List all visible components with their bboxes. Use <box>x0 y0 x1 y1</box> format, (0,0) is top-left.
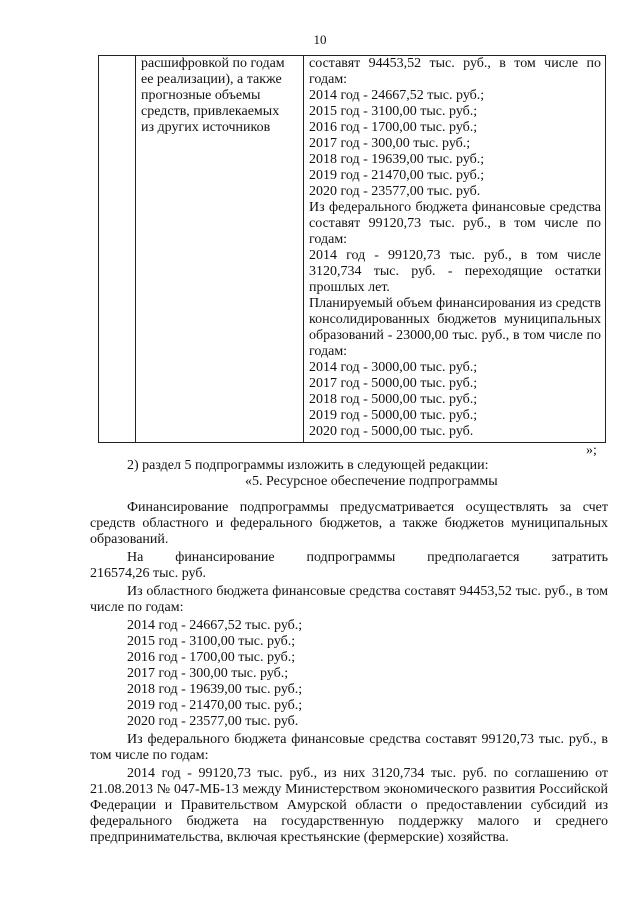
federal-year-line: 3120,734 тыс. руб. - переходящие остатки <box>309 264 601 279</box>
label-line: расшифровкой по годам <box>141 56 285 71</box>
federal-year-line: 2014 год - 99120,73 тыс. руб., в том числе <box>309 248 601 263</box>
program-passport-table <box>98 55 606 443</box>
municipal-year-line: 2014 год - 3000,00 тыс. руб.; <box>309 360 478 375</box>
regional-year-item: 2014 год - 24667,52 тыс. руб.; <box>127 618 303 633</box>
table-value-cell <box>304 56 606 443</box>
regional-year-line: 2015 год - 3100,00 тыс. руб.; <box>309 104 478 119</box>
municipal-year-line: 2017 год - 5000,00 тыс. руб.; <box>309 376 478 391</box>
paragraph-line: Из федерального бюджета финансовые средства составят 99120,73 тыс. руб., в <box>127 732 608 747</box>
regional-year-line: 2016 год - 1700,00 тыс. руб.; <box>309 120 478 135</box>
table-label-cell <box>136 56 304 443</box>
document-body <box>90 500 608 846</box>
paragraph-line: 216574,26 тыс. руб. <box>90 566 206 581</box>
paragraph-line: том числе по годам: <box>90 748 209 763</box>
regional-year-line: 2019 год - 21470,00 тыс. руб.; <box>309 168 485 183</box>
regional-year-item: 2016 год - 1700,00 тыс. руб.; <box>127 650 296 665</box>
municipal-year-line: 2020 год - 5000,00 тыс. руб. <box>309 424 474 439</box>
label-line: из других источников <box>141 120 271 135</box>
page-number: 10 <box>313 32 327 47</box>
regional-year-item: 2018 год - 19639,00 тыс. руб.; <box>127 682 303 697</box>
paragraph-line: числе по годам: <box>90 600 184 615</box>
municipal-intro-line: образований - 23000,00 тыс. руб., в том числе по <box>309 328 601 343</box>
regional-year-line: 2020 год - 23577,00 тыс. руб. <box>309 184 481 199</box>
regional-year-item: 2015 год - 3100,00 тыс. руб.; <box>127 634 296 649</box>
regional-intro-line: годам: <box>309 72 348 87</box>
label-line: ее реализации), а также <box>141 72 282 87</box>
regional-intro-line: составят 94453,52 тыс. руб., в том числе по <box>309 56 601 71</box>
label-line: прогнозные объемы <box>141 88 261 103</box>
paragraph-line: образований. <box>90 532 169 547</box>
regional-year-item: 2020 год - 23577,00 тыс. руб. <box>127 714 299 729</box>
table-empty-cell <box>99 56 136 443</box>
paragraph-line: На финансирование подпрограммы предполагается затратить <box>127 550 608 565</box>
municipal-intro-line: консолидированных бюджетов муниципальных <box>309 312 601 327</box>
closing-quote-mark: »; <box>586 443 597 458</box>
paragraph-line: Финансирование подпрограммы предусматривается осуществлять за счет <box>127 500 608 515</box>
federal-year-line: прошлых лет. <box>309 280 390 295</box>
paragraph-line: федерального бюджета на государственную поддержку малого и среднего <box>90 814 608 829</box>
paragraph-line: предпринимательства, включая крестьянские (фермерские) хозяйства. <box>90 830 509 845</box>
section-title: «5. Ресурсное обеспечение подпрограммы <box>245 474 498 489</box>
label-line: средств, привлекаемых <box>141 104 280 119</box>
regional-year-line: 2018 год - 19639,00 тыс. руб.; <box>309 152 485 167</box>
federal-intro-line: Из федерального бюджета финансовые средства <box>309 200 601 215</box>
municipal-intro-line: Планируемый объем финансирования из средств <box>309 296 601 311</box>
municipal-year-line: 2018 год - 5000,00 тыс. руб.; <box>309 392 478 407</box>
federal-intro-line: годам: <box>309 232 348 247</box>
municipal-year-line: 2019 год - 5000,00 тыс. руб.; <box>309 408 478 423</box>
federal-intro-line: составят 99120,73 тыс. руб., в том числе по <box>309 216 601 231</box>
regional-year-line: 2014 год - 24667,52 тыс. руб.; <box>309 88 485 103</box>
paragraph-line: 2014 год - 99120,73 тыс. руб., из них 3120,734 тыс. руб. по соглашению от <box>127 766 608 781</box>
paragraph-line: 21.08.2013 № 047-МБ-13 между Министерством экономического развития Российской <box>90 782 608 797</box>
municipal-intro-line: годам: <box>309 344 348 359</box>
amendment-block <box>90 458 608 490</box>
regional-year-item: 2019 год - 21470,00 тыс. руб.; <box>127 698 303 713</box>
amendment-item: 2) раздел 5 подпрограммы изложить в следующей редакции: <box>127 458 489 473</box>
regional-year-item: 2017 год - 300,00 тыс. руб.; <box>127 666 289 681</box>
regional-year-line: 2017 год - 300,00 тыс. руб.; <box>309 136 471 151</box>
paragraph-line: средств областного и федерального бюджетов, а также бюджетов муниципальных <box>90 516 608 531</box>
paragraph-line: Из областного бюджета финансовые средства составят 94453,52 тыс. руб., в том <box>127 584 608 599</box>
paragraph-line: Федерации и Правительством Амурской области о предоставлении субсидий из <box>90 798 608 813</box>
